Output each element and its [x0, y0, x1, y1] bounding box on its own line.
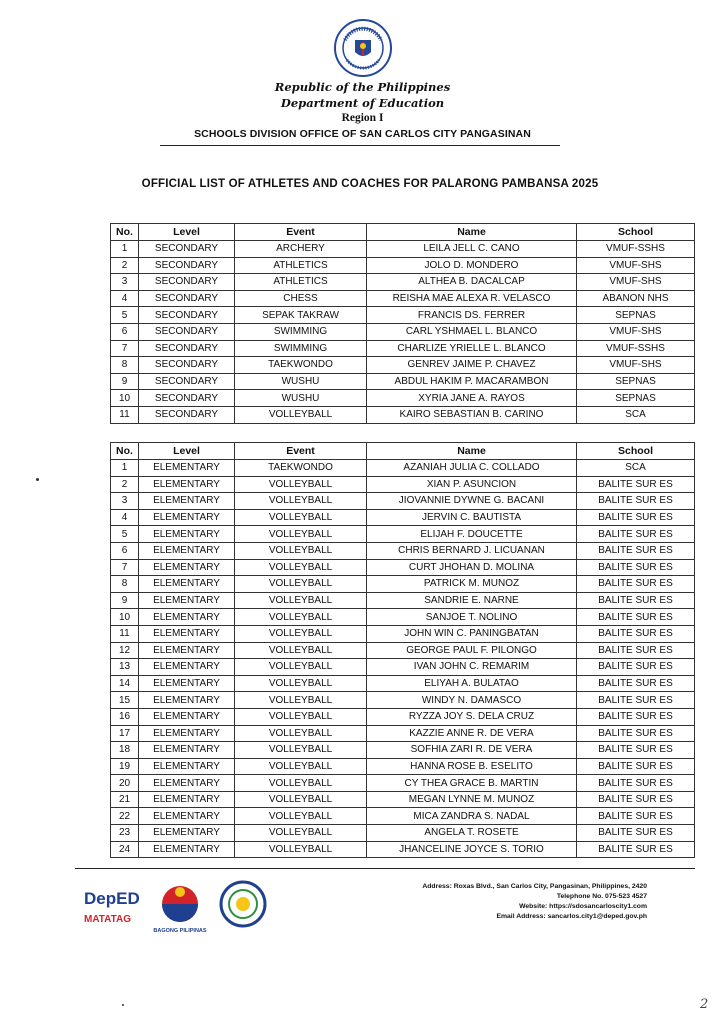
table-row [111, 625, 695, 642]
bagong-pilipinas-logo [153, 886, 207, 934]
cell-school: SCA [577, 406, 695, 423]
table-row [111, 791, 695, 808]
table-row [111, 290, 695, 307]
cell-school: BALITE SUR ES [577, 808, 695, 825]
cell-event: SWIMMING [235, 323, 367, 340]
cell-event: VOLLEYBALL [235, 775, 367, 792]
cell-no: 22 [111, 808, 139, 825]
cell-event: VOLLEYBALL [235, 708, 367, 725]
cell-no: 21 [111, 791, 139, 808]
table-row [111, 323, 695, 340]
cell-level: ELEMENTARY [139, 526, 235, 543]
cell-name: CURT JHOHAN D. MOLINA [367, 559, 577, 576]
cell-event: TAEKWONDO [235, 357, 367, 374]
table-row [111, 692, 695, 709]
cell-level: ELEMENTARY [139, 493, 235, 510]
republic-line: Republic of the Philippines [274, 80, 451, 94]
footer-email: Email Address: sancarlos.city1@deped.gov.ph [496, 913, 647, 920]
cell-school: BALITE SUR ES [577, 841, 695, 858]
cell-no: 19 [111, 758, 139, 775]
cell-name: REISHA MAE ALEXA R. VELASCO [367, 290, 577, 307]
cell-name: XIAN P. ASUNCION [367, 476, 577, 493]
cell-school: BALITE SUR ES [577, 559, 695, 576]
cell-school: VMUF-SHS [577, 357, 695, 374]
cell-name: JOHN WIN C. PANINGBATAN [367, 625, 577, 642]
cell-event: WUSHU [235, 390, 367, 407]
cell-level: SECONDARY [139, 373, 235, 390]
cell-level: ELEMENTARY [139, 592, 235, 609]
cell-no: 5 [111, 526, 139, 543]
cell-name: WINDY N. DAMASCO [367, 692, 577, 709]
column-header-school: School [577, 443, 695, 460]
cell-event: TAEKWONDO [235, 460, 367, 477]
cell-level: SECONDARY [139, 340, 235, 357]
table-row [111, 708, 695, 725]
cell-name: MICA ZANDRA S. NADAL [367, 808, 577, 825]
document-title: OFFICIAL LIST OF ATHLETES AND COACHES FOR PALARONG PAMBANSA 2025 [141, 178, 599, 190]
cell-event: SWIMMING [235, 340, 367, 357]
table-row [111, 460, 695, 477]
cell-event: VOLLEYBALL [235, 493, 367, 510]
cell-name: IVAN JOHN C. REMARIM [367, 659, 577, 676]
cell-school: SEPNAS [577, 373, 695, 390]
cell-name: HANNA ROSE B. ESELITO [367, 758, 577, 775]
cell-no: 2 [111, 476, 139, 493]
table-row [111, 642, 695, 659]
cell-school: VMUF-SSHS [577, 340, 695, 357]
cell-no: 11 [111, 625, 139, 642]
cell-event: VOLLEYBALL [235, 542, 367, 559]
cell-name: ELIYAH A. BULATAO [367, 675, 577, 692]
cell-event: VOLLEYBALL [235, 675, 367, 692]
region-line: Region I [341, 112, 384, 124]
cell-level: ELEMENTARY [139, 825, 235, 842]
table-row [111, 357, 695, 374]
table-row [111, 340, 695, 357]
table-row [111, 841, 695, 858]
header-divider [160, 145, 560, 146]
cell-name: RYZZA JOY S. DELA CRUZ [367, 708, 577, 725]
cell-level: ELEMENTARY [139, 476, 235, 493]
table-row [111, 659, 695, 676]
division-office-line: SCHOOLS DIVISION OFFICE OF SAN CARLOS CITY PANGASINAN [194, 128, 531, 140]
table-row [111, 257, 695, 274]
cell-no: 5 [111, 307, 139, 324]
cell-level: ELEMENTARY [139, 559, 235, 576]
cell-name: JIOVANNIE DYWNE G. BACANI [367, 493, 577, 510]
table-header-row [111, 224, 695, 241]
cell-event: VOLLEYBALL [235, 625, 367, 642]
cell-name: FRANCIS DS. FERRER [367, 307, 577, 324]
cell-school: BALITE SUR ES [577, 708, 695, 725]
cell-event: VOLLEYBALL [235, 406, 367, 423]
cell-no: 18 [111, 742, 139, 759]
column-header-name: Name [367, 224, 577, 241]
cell-name: JERVIN C. BAUTISTA [367, 509, 577, 526]
table-row [111, 476, 695, 493]
cell-no: 1 [111, 241, 139, 258]
cell-name: SANDRIE E. NARNE [367, 592, 577, 609]
footer-address: Address: Roxas Blvd., San Carlos City, Pangasinan, Philippines, 2420 [422, 883, 647, 890]
cell-school: ABANON NHS [577, 290, 695, 307]
cell-no: 20 [111, 775, 139, 792]
table-row [111, 742, 695, 759]
column-header-event: Event [235, 443, 367, 460]
cell-name: CARL YSHMAEL L. BLANCO [367, 323, 577, 340]
cell-event: VOLLEYBALL [235, 758, 367, 775]
deped-matatag-logo [84, 889, 140, 925]
cell-name: LEILA JELL C. CANO [367, 241, 577, 258]
cell-event: SEPAK TAKRAW [235, 307, 367, 324]
cell-no: 10 [111, 609, 139, 626]
table-row [111, 576, 695, 593]
cell-no: 10 [111, 390, 139, 407]
cell-event: VOLLEYBALL [235, 559, 367, 576]
schools-division-seal [221, 882, 265, 926]
cell-level: ELEMENTARY [139, 675, 235, 692]
column-header-school: School [577, 224, 695, 241]
cell-level: SECONDARY [139, 257, 235, 274]
cell-no: 7 [111, 559, 139, 576]
cell-no: 2 [111, 257, 139, 274]
cell-school: BALITE SUR ES [577, 642, 695, 659]
cell-name: SANJOE T. NOLINO [367, 609, 577, 626]
cell-level: ELEMENTARY [139, 576, 235, 593]
cell-school: BALITE SUR ES [577, 791, 695, 808]
cell-event: VOLLEYBALL [235, 609, 367, 626]
cell-no: 15 [111, 692, 139, 709]
cell-level: ELEMENTARY [139, 609, 235, 626]
cell-level: SECONDARY [139, 323, 235, 340]
cell-school: BALITE SUR ES [577, 493, 695, 510]
deped-seal-logo [333, 18, 393, 78]
footer-logos [80, 878, 280, 938]
cell-no: 7 [111, 340, 139, 357]
cell-name: MEGAN LYNNE M. MUNOZ [367, 791, 577, 808]
column-header-level: Level [139, 443, 235, 460]
footer-divider [75, 868, 695, 869]
table-row [111, 406, 695, 423]
cell-school: BALITE SUR ES [577, 675, 695, 692]
cell-school: BALITE SUR ES [577, 758, 695, 775]
cell-event: WUSHU [235, 373, 367, 390]
cell-no: 4 [111, 509, 139, 526]
cell-school: BALITE SUR ES [577, 659, 695, 676]
cell-school: BALITE SUR ES [577, 542, 695, 559]
cell-event: VOLLEYBALL [235, 742, 367, 759]
cell-school: BALITE SUR ES [577, 625, 695, 642]
table-row [111, 592, 695, 609]
elementary-athletes-table [110, 442, 695, 858]
cell-school: BALITE SUR ES [577, 576, 695, 593]
cell-event: VOLLEYBALL [235, 592, 367, 609]
cell-name: SOFHIA ZARI R. DE VERA [367, 742, 577, 759]
cell-name: JHANCELINE JOYCE S. TORIO [367, 841, 577, 858]
cell-no: 1 [111, 460, 139, 477]
cell-name: PATRICK M. MUNOZ [367, 576, 577, 593]
cell-level: SECONDARY [139, 274, 235, 291]
cell-name: JOLO D. MONDERO [367, 257, 577, 274]
cell-no: 9 [111, 592, 139, 609]
cell-level: ELEMENTARY [139, 625, 235, 642]
cell-school: VMUF-SHS [577, 274, 695, 291]
cell-event: VOLLEYBALL [235, 526, 367, 543]
cell-school: BALITE SUR ES [577, 476, 695, 493]
cell-no: 23 [111, 825, 139, 842]
cell-level: ELEMENTARY [139, 775, 235, 792]
cell-event: VOLLEYBALL [235, 509, 367, 526]
table-row [111, 542, 695, 559]
footer-contact [422, 882, 647, 922]
secondary-athletes-table [110, 223, 695, 424]
table-row [111, 725, 695, 742]
department-line: Department of Education [280, 96, 445, 110]
cell-no: 11 [111, 406, 139, 423]
cell-school: VMUF-SHS [577, 323, 695, 340]
cell-no: 24 [111, 841, 139, 858]
cell-event: CHESS [235, 290, 367, 307]
cell-level: ELEMENTARY [139, 708, 235, 725]
table-row [111, 609, 695, 626]
table-row [111, 808, 695, 825]
cell-event: VOLLEYBALL [235, 576, 367, 593]
column-header-no: No. [111, 443, 139, 460]
cell-no: 8 [111, 357, 139, 374]
cell-level: SECONDARY [139, 406, 235, 423]
cell-name: ABDUL HAKIM P. MACARAMBON [367, 373, 577, 390]
cell-name: CHRIS BERNARD J. LICUANAN [367, 542, 577, 559]
cell-level: SECONDARY [139, 307, 235, 324]
cell-name: AZANIAH JULIA C. COLLADO [367, 460, 577, 477]
cell-name: CHARLIZE YRIELLE L. BLANCO [367, 340, 577, 357]
cell-event: VOLLEYBALL [235, 791, 367, 808]
bagong-pilipinas-text: BAGONG PILIPINAS [153, 928, 207, 934]
table-row [111, 526, 695, 543]
cell-event: ATHLETICS [235, 257, 367, 274]
cell-level: ELEMENTARY [139, 725, 235, 742]
cell-name: XYRIA JANE A. RAYOS [367, 390, 577, 407]
cell-school: BALITE SUR ES [577, 526, 695, 543]
cell-name: ANGELA T. ROSETE [367, 825, 577, 842]
table-row [111, 390, 695, 407]
cell-level: ELEMENTARY [139, 758, 235, 775]
cell-school: VMUF-SHS [577, 257, 695, 274]
table-row [111, 559, 695, 576]
cell-name: ELIJAH F. DOUCETTE [367, 526, 577, 543]
cell-event: VOLLEYBALL [235, 725, 367, 742]
cell-level: ELEMENTARY [139, 509, 235, 526]
cell-school: BALITE SUR ES [577, 609, 695, 626]
column-header-event: Event [235, 224, 367, 241]
cell-school: BALITE SUR ES [577, 742, 695, 759]
cell-school: BALITE SUR ES [577, 775, 695, 792]
table-row [111, 825, 695, 842]
cell-no: 9 [111, 373, 139, 390]
cell-event: VOLLEYBALL [235, 642, 367, 659]
cell-name: ALTHEA B. DACALCAP [367, 274, 577, 291]
table-row [111, 775, 695, 792]
cell-no: 6 [111, 323, 139, 340]
cell-level: SECONDARY [139, 357, 235, 374]
cell-name: GENREV JAIME P. CHAVEZ [367, 357, 577, 374]
cell-name: GEORGE PAUL F. PILONGO [367, 642, 577, 659]
cell-school: BALITE SUR ES [577, 509, 695, 526]
cell-level: ELEMENTARY [139, 659, 235, 676]
table-row [111, 241, 695, 258]
cell-school: BALITE SUR ES [577, 592, 695, 609]
matatag-logo-text: MATATAG [84, 914, 132, 925]
footer-telephone: Telephone No. 075-523 4527 [556, 893, 647, 900]
cell-level: ELEMENTARY [139, 542, 235, 559]
cell-event: VOLLEYBALL [235, 808, 367, 825]
cell-school: VMUF-SSHS [577, 241, 695, 258]
cell-no: 8 [111, 576, 139, 593]
table-row [111, 493, 695, 510]
cell-level: SECONDARY [139, 290, 235, 307]
table-row [111, 758, 695, 775]
table-row [111, 675, 695, 692]
cell-level: SECONDARY [139, 241, 235, 258]
cell-school: BALITE SUR ES [577, 825, 695, 842]
cell-name: KAIRO SEBASTIAN B. CARINO [367, 406, 577, 423]
cell-no: 12 [111, 642, 139, 659]
cell-level: ELEMENTARY [139, 791, 235, 808]
cell-no: 4 [111, 290, 139, 307]
column-header-no: No. [111, 224, 139, 241]
cell-event: ATHLETICS [235, 274, 367, 291]
table-row [111, 307, 695, 324]
cell-name: KAZZIE ANNE R. DE VERA [367, 725, 577, 742]
column-header-level: Level [139, 224, 235, 241]
scan-speck [36, 478, 39, 481]
cell-no: 6 [111, 542, 139, 559]
cell-no: 16 [111, 708, 139, 725]
table-header-row [111, 443, 695, 460]
cell-level: ELEMENTARY [139, 460, 235, 477]
cell-level: ELEMENTARY [139, 692, 235, 709]
cell-level: ELEMENTARY [139, 742, 235, 759]
cell-school: BALITE SUR ES [577, 725, 695, 742]
cell-no: 14 [111, 675, 139, 692]
cell-level: SECONDARY [139, 390, 235, 407]
cell-no: 17 [111, 725, 139, 742]
table-row [111, 274, 695, 291]
cell-school: SEPNAS [577, 390, 695, 407]
cell-level: ELEMENTARY [139, 808, 235, 825]
cell-event: ARCHERY [235, 241, 367, 258]
column-header-name: Name [367, 443, 577, 460]
table-row [111, 373, 695, 390]
cell-no: 3 [111, 274, 139, 291]
cell-event: VOLLEYBALL [235, 825, 367, 842]
cell-level: ELEMENTARY [139, 642, 235, 659]
page-number: 2 [700, 997, 709, 1012]
footer-website: Website: https://sdosancarloscity1.com [519, 903, 647, 910]
cell-school: BALITE SUR ES [577, 692, 695, 709]
deped-logo-text: DepED [84, 889, 140, 908]
cell-school: SCA [577, 460, 695, 477]
cell-no: 13 [111, 659, 139, 676]
cell-event: VOLLEYBALL [235, 659, 367, 676]
table-row [111, 509, 695, 526]
cell-level: ELEMENTARY [139, 841, 235, 858]
cell-name: CY THEA GRACE B. MARTIN [367, 775, 577, 792]
cell-event: VOLLEYBALL [235, 692, 367, 709]
cell-event: VOLLEYBALL [235, 841, 367, 858]
scan-speck [122, 1004, 124, 1006]
cell-school: SEPNAS [577, 307, 695, 324]
cell-event: VOLLEYBALL [235, 476, 367, 493]
cell-no: 3 [111, 493, 139, 510]
